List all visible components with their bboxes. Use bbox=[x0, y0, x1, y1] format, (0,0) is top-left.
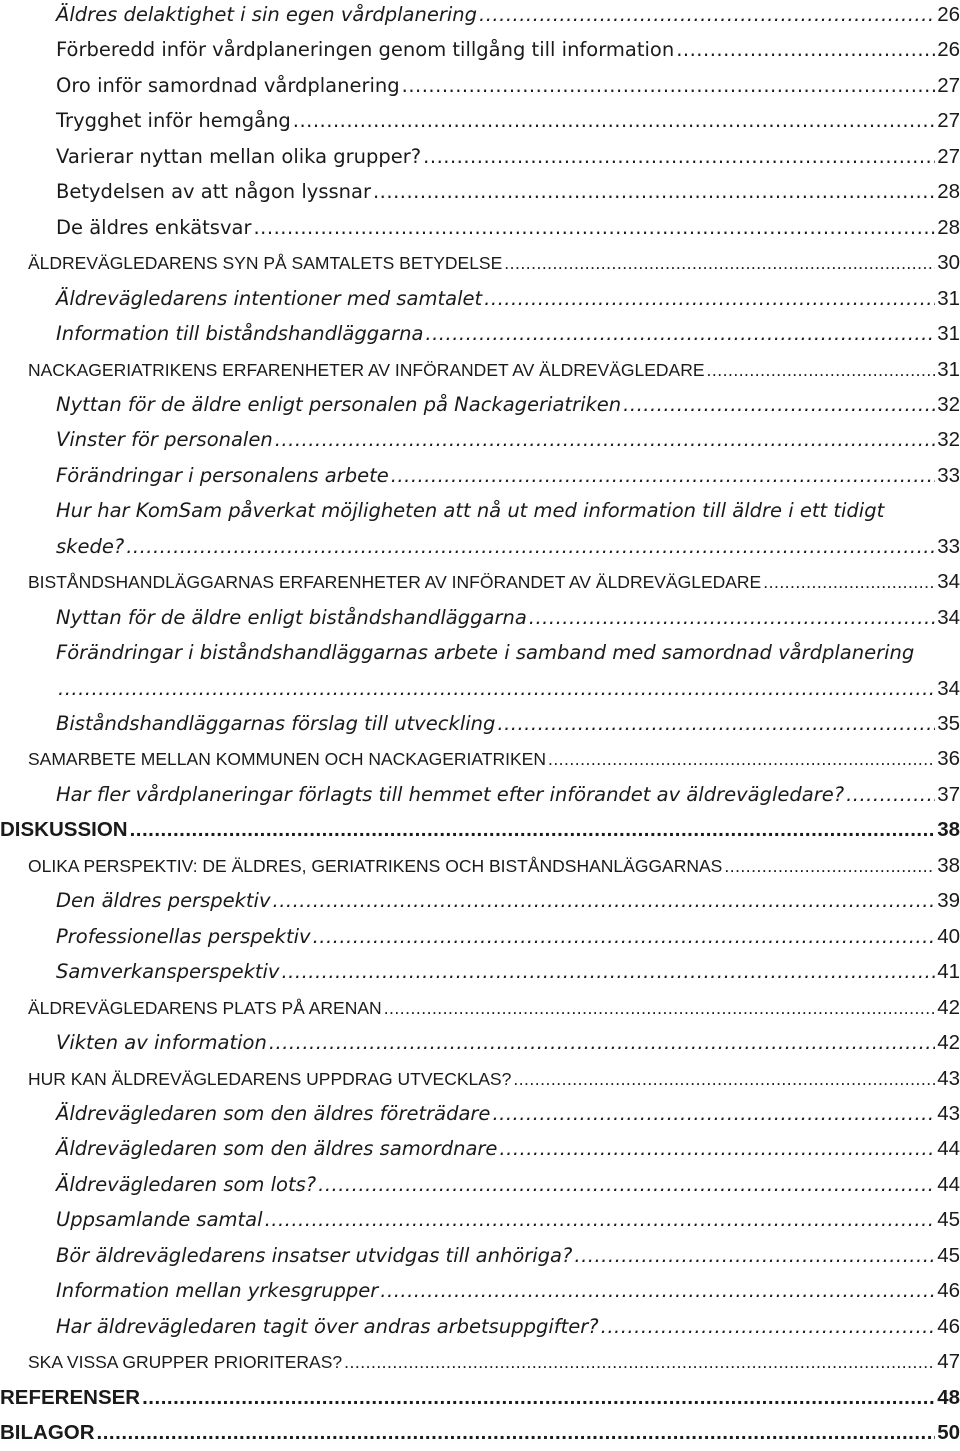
toc-entry-text: Vikten av information bbox=[56, 1031, 267, 1055]
toc-entry[interactable] bbox=[0, 848, 960, 884]
dot-leader bbox=[763, 564, 935, 600]
dot-leader bbox=[318, 1167, 935, 1203]
toc-page-number: 48 bbox=[937, 1385, 960, 1409]
dot-leader bbox=[97, 1415, 936, 1451]
toc-entry-text: Trygghet inför hemgång bbox=[56, 109, 291, 133]
dot-leader bbox=[423, 139, 935, 175]
dot-leader bbox=[380, 1273, 935, 1309]
dot-leader bbox=[548, 741, 935, 777]
dot-leader bbox=[58, 671, 935, 707]
toc-page-number: 27 bbox=[937, 109, 960, 133]
toc-entry-text: Bör äldrevägledarens insatser utvidgas till anhöriga? bbox=[56, 1243, 573, 1267]
toc-entry-text: OLIKA PERSPEKTIV: DE ÄLDRES, GERIATRIKENS OCH BISTÅNDSHANLÄGGARNAS bbox=[28, 855, 723, 876]
toc-entry[interactable] bbox=[0, 352, 960, 388]
toc-entry-text: ÄLDREVÄGLEDARENS SYN PÅ SAMTALETS BETYDELSE bbox=[28, 253, 503, 274]
dot-leader bbox=[497, 706, 935, 742]
toc-entry-text: Information mellan yrkesgrupper bbox=[56, 1279, 379, 1303]
toc-entry[interactable] bbox=[0, 1238, 960, 1274]
toc-page-number: 38 bbox=[937, 818, 960, 842]
toc-entry[interactable] bbox=[0, 1096, 960, 1132]
toc-page-number: 46 bbox=[937, 1314, 960, 1338]
toc-entry-text: HUR KAN ÄLDREVÄGLEDARENS UPPDRAG UTVECKLAS? bbox=[28, 1068, 512, 1089]
toc-entry-text: Äldres delaktighet i sin egen vårdplanering bbox=[56, 3, 478, 26]
toc-entry-text: NACKAGERIATRIKENS ERFARENHETER AV INFÖRANDET AV ÄLDREVÄGLEDARE bbox=[28, 359, 705, 380]
dot-leader bbox=[253, 210, 935, 246]
toc-entry-text: Oro inför samordnad vårdplanering bbox=[56, 73, 400, 97]
toc-entry-text: Förändringar i biståndshandläggarnas arbete i samband med samordnad vårdplanering bbox=[56, 641, 915, 665]
dot-leader bbox=[130, 812, 936, 848]
toc-entry[interactable] bbox=[0, 458, 960, 494]
toc-entry[interactable] bbox=[0, 564, 960, 600]
toc-entry[interactable] bbox=[0, 32, 960, 68]
toc-entry-text: Nyttan för de äldre enligt biståndshandläggarna bbox=[56, 605, 527, 629]
dot-leader bbox=[484, 281, 935, 317]
toc-page-number: 40 bbox=[937, 924, 960, 948]
toc-entry[interactable] bbox=[0, 1344, 960, 1380]
toc-entry[interactable] bbox=[0, 600, 960, 636]
toc-entry[interactable] bbox=[0, 812, 960, 848]
toc-entry[interactable] bbox=[0, 1273, 960, 1309]
toc-entry-wrapline bbox=[0, 493, 960, 529]
toc-entry-text: Uppsamlande samtal bbox=[56, 1208, 263, 1232]
toc-entry[interactable] bbox=[0, 990, 960, 1026]
toc-entry-text: Har äldrevägledaren tagit över andras arbetsuppgifter? bbox=[56, 1314, 599, 1338]
toc-entry-text: Varierar nyttan mellan olika grupper? bbox=[56, 144, 422, 168]
dot-leader bbox=[344, 1344, 935, 1380]
toc-page-number: 45 bbox=[937, 1243, 960, 1267]
dot-leader bbox=[391, 458, 935, 494]
toc-entry[interactable] bbox=[0, 1061, 960, 1097]
toc-entry-text: Professionellas perspektiv bbox=[56, 924, 311, 948]
dot-leader bbox=[269, 1025, 935, 1061]
toc-entry[interactable] bbox=[0, 174, 960, 210]
toc-entry-text: skede? bbox=[56, 534, 125, 558]
dot-leader bbox=[676, 32, 935, 68]
toc-entry[interactable] bbox=[0, 706, 960, 742]
toc-page-number: 47 bbox=[937, 1350, 960, 1374]
toc-entry-text: Äldrevägledaren som lots? bbox=[56, 1172, 317, 1196]
toc-page-number: 33 bbox=[937, 463, 960, 487]
dot-leader bbox=[504, 245, 935, 281]
toc-entry[interactable] bbox=[0, 777, 960, 813]
toc-page-number: 44 bbox=[937, 1172, 960, 1196]
toc-entry[interactable] bbox=[0, 741, 960, 777]
dot-leader bbox=[384, 990, 936, 1026]
toc-entry-text: SAMARBETE MELLAN KOMMUNEN OCH NACKAGERIATRIKEN bbox=[28, 749, 546, 770]
dot-leader bbox=[281, 954, 935, 990]
toc-entry-text: BILAGOR bbox=[0, 1421, 95, 1444]
toc-page-number: 42 bbox=[937, 995, 960, 1019]
toc-entry-text: BISTÅNDSHANDLÄGGARNAS ERFARENHETER AV INFÖRANDET AV ÄLDREVÄGLEDARE bbox=[28, 572, 762, 593]
toc-entry-text: Vinster för personalen bbox=[56, 428, 273, 452]
dot-leader bbox=[373, 174, 935, 210]
toc-entry-text: Biståndshandläggarnas förslag till utveckling bbox=[56, 712, 496, 735]
toc-entry[interactable] bbox=[0, 68, 960, 104]
toc-page-number: 30 bbox=[937, 251, 960, 275]
dot-leader bbox=[126, 529, 935, 565]
toc-page-number: 33 bbox=[937, 534, 960, 558]
dot-leader bbox=[724, 848, 935, 884]
toc-page-number: 34 bbox=[937, 570, 960, 594]
dot-leader bbox=[425, 316, 935, 352]
toc-entry[interactable] bbox=[0, 671, 960, 707]
dot-leader bbox=[142, 1380, 935, 1416]
toc-page-number: 31 bbox=[937, 357, 960, 381]
toc-entry[interactable] bbox=[0, 316, 960, 352]
toc-page-number: 32 bbox=[937, 392, 960, 416]
toc-entry[interactable] bbox=[0, 422, 960, 458]
dot-leader bbox=[479, 0, 935, 33]
toc-entry[interactable] bbox=[0, 529, 960, 565]
dot-leader bbox=[601, 1309, 936, 1345]
toc-entry[interactable] bbox=[0, 1167, 960, 1203]
dot-leader bbox=[499, 1131, 935, 1167]
toc-page-number: 43 bbox=[937, 1101, 960, 1125]
toc-entry-text: Äldrevägledaren som den äldres företrädare bbox=[56, 1101, 491, 1125]
toc-page-number: 37 bbox=[937, 782, 960, 806]
dot-leader bbox=[265, 1202, 936, 1238]
toc-page-number: 28 bbox=[937, 180, 960, 204]
toc-entry-text: Äldrevägledaren som den äldres samordnare bbox=[56, 1137, 498, 1161]
toc-entry[interactable] bbox=[0, 954, 960, 990]
toc-entry[interactable] bbox=[0, 387, 960, 423]
toc-entry-text: Hur har KomSam påverkat möjligheten att nå ut med information till äldre i ett tidigt bbox=[56, 499, 885, 523]
toc-page-number: 45 bbox=[937, 1208, 960, 1232]
dot-leader bbox=[623, 387, 935, 423]
toc-entry-text: Nyttan för de äldre enligt personalen på Nackageriatriken bbox=[56, 392, 622, 416]
toc-entry-text: ÄLDREVÄGLEDARENS PLATS PÅ ARENAN bbox=[28, 997, 382, 1018]
toc-entry[interactable] bbox=[0, 1415, 960, 1451]
toc-entry[interactable] bbox=[0, 1309, 960, 1345]
toc-page-number: 44 bbox=[937, 1137, 960, 1161]
toc-entry[interactable] bbox=[0, 0, 960, 33]
toc-entry[interactable] bbox=[0, 919, 960, 955]
toc-entry[interactable] bbox=[0, 281, 960, 317]
toc-entry-text: Den äldres perspektiv bbox=[56, 889, 271, 913]
toc-page-number: 39 bbox=[937, 889, 960, 913]
toc-page-number: 32 bbox=[937, 428, 960, 452]
toc-page-number: 41 bbox=[937, 960, 960, 984]
dot-leader bbox=[707, 352, 936, 388]
toc-page-number: 28 bbox=[937, 215, 960, 239]
toc-entry[interactable] bbox=[0, 139, 960, 175]
toc-page-number: 34 bbox=[937, 676, 960, 700]
toc-page-number: 36 bbox=[937, 747, 960, 771]
toc-entry-text: Äldrevägledarens intentioner med samtalet bbox=[56, 286, 483, 310]
dot-leader bbox=[275, 422, 935, 458]
toc-entry-text: Samverkansperspektiv bbox=[56, 960, 280, 984]
toc-entry[interactable] bbox=[0, 883, 960, 919]
toc-page-number: 35 bbox=[937, 712, 960, 735]
toc-page-number: 27 bbox=[937, 73, 960, 97]
toc-page-number: 31 bbox=[937, 286, 960, 310]
toc-entry[interactable] bbox=[0, 210, 960, 246]
toc-page-number: 46 bbox=[937, 1279, 960, 1303]
toc-entry[interactable] bbox=[0, 245, 960, 281]
toc-entry-text: DISKUSSION bbox=[0, 818, 128, 842]
dot-leader bbox=[492, 1096, 935, 1132]
toc-page-number: 34 bbox=[937, 605, 960, 629]
dot-leader bbox=[846, 777, 935, 813]
dot-leader bbox=[293, 103, 935, 139]
toc-entry[interactable] bbox=[0, 103, 960, 139]
toc-page-number: 26 bbox=[937, 38, 960, 62]
toc-page-number: 26 bbox=[937, 3, 960, 26]
toc-entry[interactable] bbox=[0, 1380, 960, 1416]
toc-entry[interactable] bbox=[0, 1025, 960, 1061]
toc-page-number: 43 bbox=[937, 1066, 960, 1090]
dot-leader bbox=[402, 68, 936, 104]
toc-entry-wrapline bbox=[0, 635, 960, 671]
dot-leader bbox=[574, 1238, 935, 1274]
toc-entry-text: Information till biståndshandläggarna bbox=[56, 322, 424, 346]
dot-leader bbox=[529, 600, 935, 636]
toc-entry-text: De äldres enkätsvar bbox=[56, 215, 252, 239]
toc-page-number: 42 bbox=[937, 1031, 960, 1055]
toc-page-number: 38 bbox=[937, 853, 960, 877]
dot-leader bbox=[513, 1061, 935, 1097]
toc-entry[interactable] bbox=[0, 1202, 960, 1238]
toc-entry-text: Förberedd inför vårdplaneringen genom tillgång till information bbox=[56, 38, 675, 62]
dot-leader bbox=[313, 919, 936, 955]
dot-leader bbox=[273, 883, 936, 919]
toc-entry-text: Förändringar i personalens arbete bbox=[56, 463, 389, 487]
toc-page-number: 31 bbox=[937, 322, 960, 346]
toc-entry-text: SKA VISSA GRUPPER PRIORITERAS? bbox=[28, 1352, 343, 1373]
toc-entry-text: Har fler vårdplaneringar förlagts till hemmet efter införandet av äldrevägledare? bbox=[56, 782, 845, 806]
toc-entry-text: REFERENSER bbox=[0, 1385, 141, 1409]
toc-page-number: 27 bbox=[937, 144, 960, 168]
toc-page-number: 50 bbox=[937, 1421, 960, 1444]
toc-entry[interactable] bbox=[0, 1131, 960, 1167]
toc-entry-text: Betydelsen av att någon lyssnar bbox=[56, 180, 371, 204]
